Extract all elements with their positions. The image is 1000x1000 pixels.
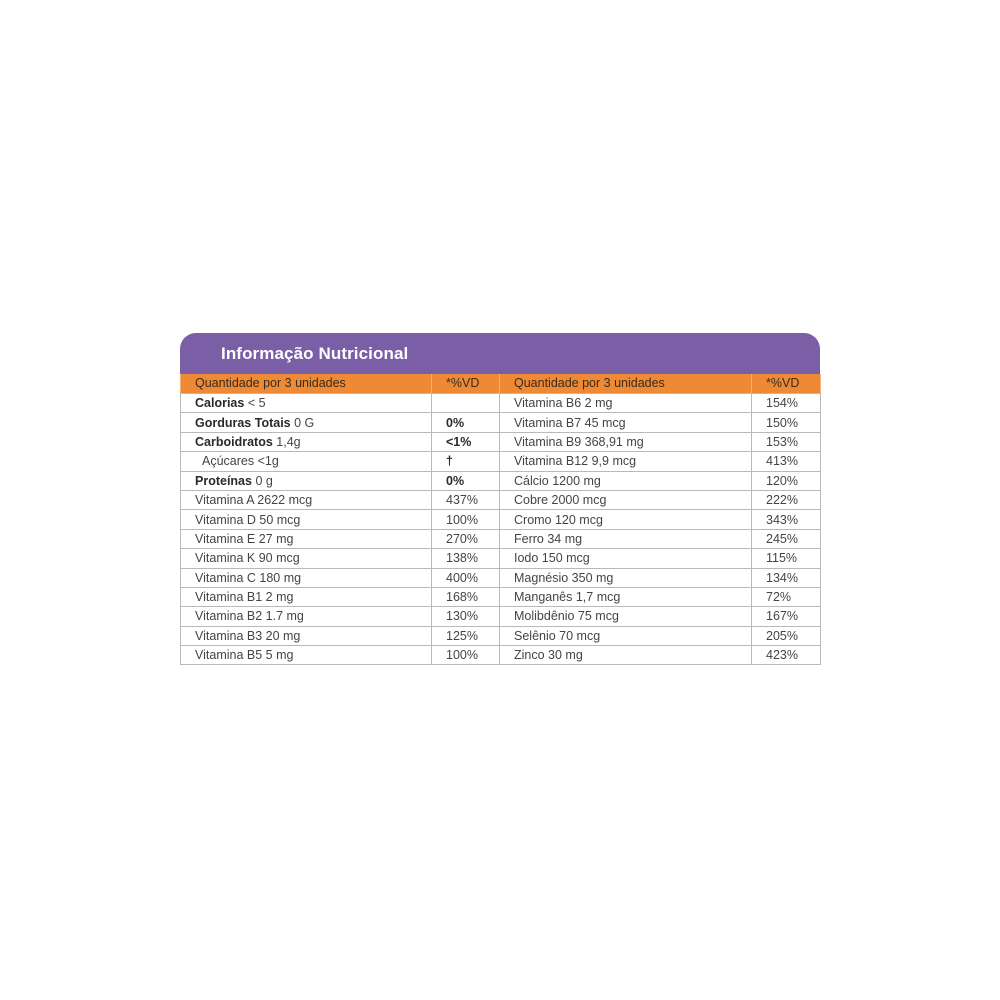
nutrient-left-label: Gorduras Totais	[195, 415, 291, 430]
nutrient-right-cell: Molibdênio 75 mcg	[500, 607, 752, 626]
nutrient-left-amount: Vitamina B5 5 mg	[195, 648, 294, 663]
nutrient-left-amount: Vitamina A 2622 mcg	[195, 493, 313, 508]
vd-right-cell: 423%	[752, 646, 821, 665]
nutrient-left-amount: Vitamina E 27 mg	[195, 531, 294, 546]
nutrition-table	[180, 374, 821, 665]
nutrient-left-cell	[181, 490, 432, 509]
nutrient-left-cell	[181, 568, 432, 587]
vd-right-cell: 413%	[752, 452, 821, 471]
table-body	[181, 394, 821, 665]
vd-right-cell: 72%	[752, 587, 821, 606]
header-vd-right: *%VD	[752, 374, 821, 394]
vd-right-cell: 245%	[752, 529, 821, 548]
nutrient-right-cell: Zinco 30 mg	[500, 646, 752, 665]
vd-right-cell: 120%	[752, 471, 821, 490]
vd-right-cell: 154%	[752, 394, 821, 413]
vd-left-cell: 130%	[432, 607, 500, 626]
vd-right-cell: 134%	[752, 568, 821, 587]
vd-left-cell: 437%	[432, 490, 500, 509]
nutrient-right-cell: Manganês 1,7 mcg	[500, 587, 752, 606]
vd-left-cell: 100%	[432, 510, 500, 529]
vd-left-cell: 100%	[432, 646, 500, 665]
nutrient-left-label: Proteínas	[195, 473, 252, 488]
nutrition-panel	[180, 333, 820, 665]
nutrient-left-cell	[181, 529, 432, 548]
table-row	[181, 607, 821, 626]
vd-right-cell: 115%	[752, 549, 821, 568]
nutrient-left-amount: 0 g	[251, 473, 273, 488]
vd-left-cell: 125%	[432, 626, 500, 645]
panel-title: Informação Nutricional	[221, 343, 409, 363]
nutrient-left-label: Calorias	[195, 396, 245, 411]
table-row	[181, 432, 821, 451]
table-row	[181, 568, 821, 587]
vd-left-cell: 0%	[432, 471, 500, 490]
table-row	[181, 510, 821, 529]
nutrient-left-amount: Açúcares <1g	[202, 454, 279, 469]
table-row	[181, 626, 821, 645]
table-row	[181, 413, 821, 432]
table-row	[181, 490, 821, 509]
title-bar	[180, 333, 820, 374]
nutrient-left-cell	[181, 394, 432, 413]
nutrient-left-cell	[181, 549, 432, 568]
nutrient-left-cell	[181, 607, 432, 626]
table-header-row	[181, 374, 821, 394]
nutrient-right-cell: Selênio 70 mcg	[500, 626, 752, 645]
nutrient-left-cell	[181, 510, 432, 529]
nutrient-right-cell: Vitamina B7 45 mcg	[500, 413, 752, 432]
vd-left-cell: 400%	[432, 568, 500, 587]
nutrient-left-label: Carboidratos	[195, 434, 273, 449]
nutrient-right-cell: Vitamina B12 9,9 mcg	[500, 452, 752, 471]
nutrient-left-cell	[181, 587, 432, 606]
nutrient-right-cell: Cobre 2000 mcg	[500, 490, 752, 509]
nutrient-left-cell	[181, 626, 432, 645]
vd-left-cell: †	[432, 452, 500, 471]
nutrient-right-cell: Cálcio 1200 mg	[500, 471, 752, 490]
nutrient-left-amount: Vitamina B1 2 mg	[195, 590, 294, 605]
table-row	[181, 452, 821, 471]
nutrient-right-cell: Magnésio 350 mg	[500, 568, 752, 587]
nutrient-left-cell	[181, 432, 432, 451]
nutrient-left-amount: 0 G	[290, 415, 315, 430]
nutrient-left-amount: Vitamina D 50 mcg	[195, 512, 301, 527]
vd-right-cell: 222%	[752, 490, 821, 509]
nutrient-left-amount: Vitamina B2 1.7 mg	[195, 609, 304, 624]
vd-right-cell: 205%	[752, 626, 821, 645]
vd-left-cell: 0%	[432, 413, 500, 432]
table-row	[181, 646, 821, 665]
nutrient-left-cell	[181, 646, 432, 665]
nutrient-left-cell	[181, 452, 432, 471]
nutrient-right-cell: Vitamina B9 368,91 mg	[500, 432, 752, 451]
nutrient-left-amount: Vitamina C 180 mg	[195, 570, 302, 585]
nutrient-left-cell	[181, 471, 432, 490]
vd-right-cell: 167%	[752, 607, 821, 626]
vd-right-cell: 150%	[752, 413, 821, 432]
table-row	[181, 529, 821, 548]
nutrient-left-amount: 1,4g	[272, 434, 301, 449]
nutrient-right-cell: Cromo 120 mcg	[500, 510, 752, 529]
header-vd-left: *%VD	[432, 374, 500, 394]
vd-left-cell: 270%	[432, 529, 500, 548]
vd-left-cell: 168%	[432, 587, 500, 606]
vd-right-cell: 343%	[752, 510, 821, 529]
nutrient-right-cell: Vitamina B6 2 mg	[500, 394, 752, 413]
table-row	[181, 549, 821, 568]
nutrient-left-amount: Vitamina B3 20 mg	[195, 628, 301, 643]
header-quantity-left: Quantidade por 3 unidades	[181, 374, 432, 394]
vd-left-cell: 138%	[432, 549, 500, 568]
vd-right-cell: 153%	[752, 432, 821, 451]
nutrient-left-amount: Vitamina K 90 mcg	[195, 551, 300, 566]
table-row	[181, 587, 821, 606]
nutrient-right-cell: Ferro 34 mg	[500, 529, 752, 548]
nutrient-left-cell	[181, 413, 432, 432]
vd-left-cell: <1%	[432, 432, 500, 451]
header-quantity-right: Quantidade por 3 unidades	[500, 374, 752, 394]
table-row	[181, 394, 821, 413]
nutrient-right-cell: Iodo 150 mcg	[500, 549, 752, 568]
table-row	[181, 471, 821, 490]
vd-left-cell	[432, 394, 500, 413]
nutrient-left-amount: < 5	[244, 396, 266, 411]
